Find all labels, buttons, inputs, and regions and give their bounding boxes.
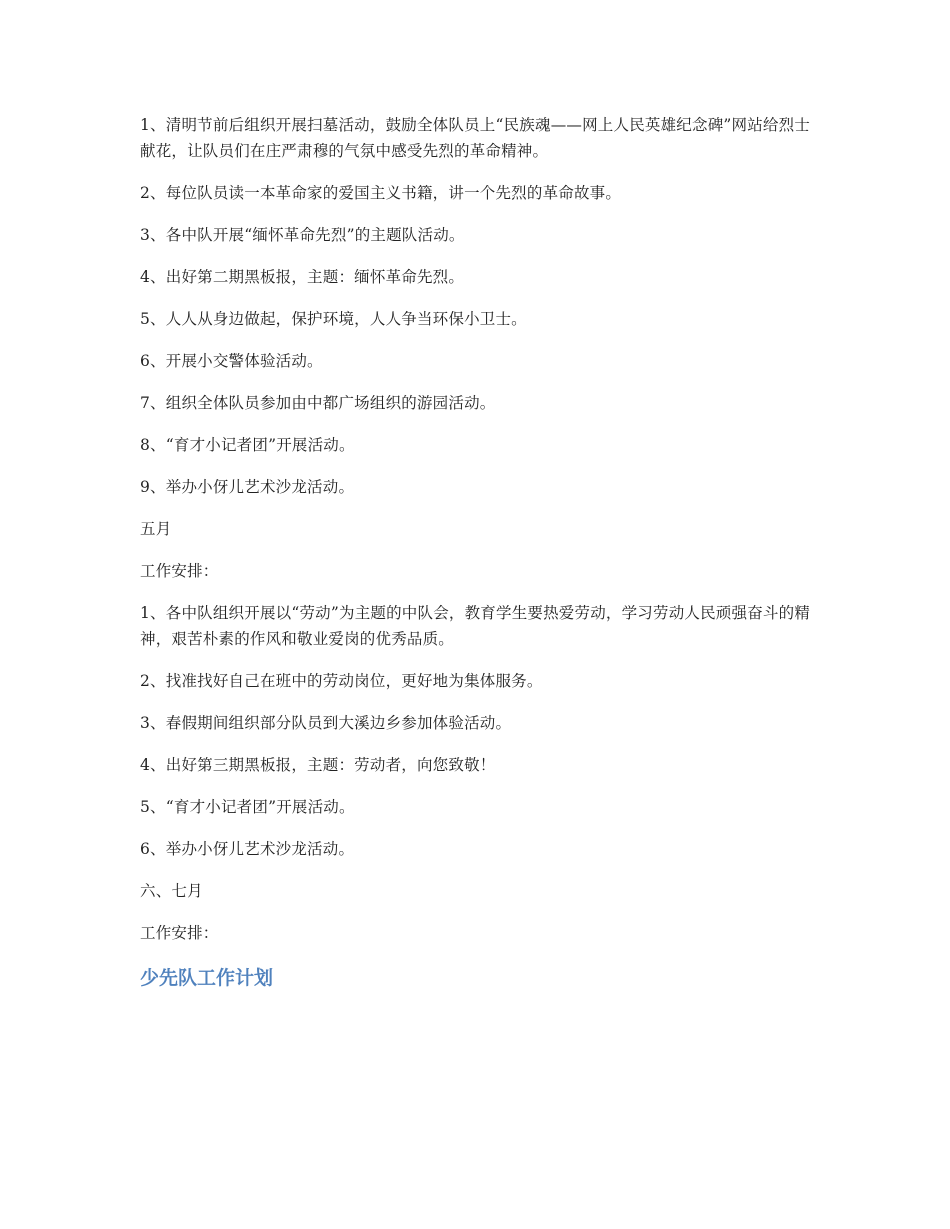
work-arrangement-label-may: 工作安排：	[140, 562, 219, 580]
paragraph-blackboard-3: 4、出好第三期黑板报，主题：劳动者，向您致敬！	[140, 756, 496, 774]
paragraph-theme-activity: 3、各中队开展“缅怀革命先烈”的主题队活动。	[140, 226, 465, 244]
work-arrangement-label-june-july: 工作安排：	[140, 924, 219, 942]
section-may: 五月	[140, 520, 172, 538]
paragraph-art-salon-may: 6、举办小伢儿艺术沙龙活动。	[140, 840, 355, 858]
paragraph-blackboard-2: 4、出好第二期黑板报，主题：缅怀革命先烈。	[140, 268, 465, 286]
paragraph-garden-party: 7、组织全体队员参加由中都广场组织的游园活动。	[140, 394, 496, 412]
document-heading: 少先队工作计划	[140, 967, 274, 989]
paragraph-reporter-group-april: 8、“育才小记者团”开展活动。	[140, 436, 355, 454]
paragraph-spring-break: 3、春假期间组织部分队员到大溪边乡参加体验活动。	[140, 714, 512, 732]
paragraph-traffic-police: 6、开展小交警体验活动。	[140, 352, 323, 370]
paragraph-qingming-activity: 1、清明节前后组织开展扫墓活动，鼓励全体队员上“民族魂——网上人民英雄纪念碑”网站给烈士献花，让队员们在庄严肃穆的气氛中感受先烈的革命精神。	[140, 116, 811, 160]
paragraph-environment: 5、人人从身边做起，保护环境，人人争当环保小卫士。	[140, 310, 527, 328]
paragraph-reporter-group-may: 5、“育才小记者团”开展活动。	[140, 798, 355, 816]
paragraph-read-books: 2、每位队员读一本革命家的爱国主义书籍，讲一个先烈的革命故事。	[140, 184, 622, 202]
paragraph-labor-meeting: 1、各中队组织开展以“劳动”为主题的中队会，教育学生要热爱劳动，学习劳动人民顽强奋斗的精神，艰苦朴素的作风和敬业爱岗的优秀品质。	[140, 604, 811, 648]
document-page	[140, 112, 820, 992]
paragraph-labor-post: 2、找准找好自己在班中的劳动岗位，更好地为集体服务。	[140, 672, 543, 690]
section-june-july: 六、七月	[140, 882, 203, 900]
paragraph-art-salon-april: 9、举办小伢儿艺术沙龙活动。	[140, 478, 355, 496]
